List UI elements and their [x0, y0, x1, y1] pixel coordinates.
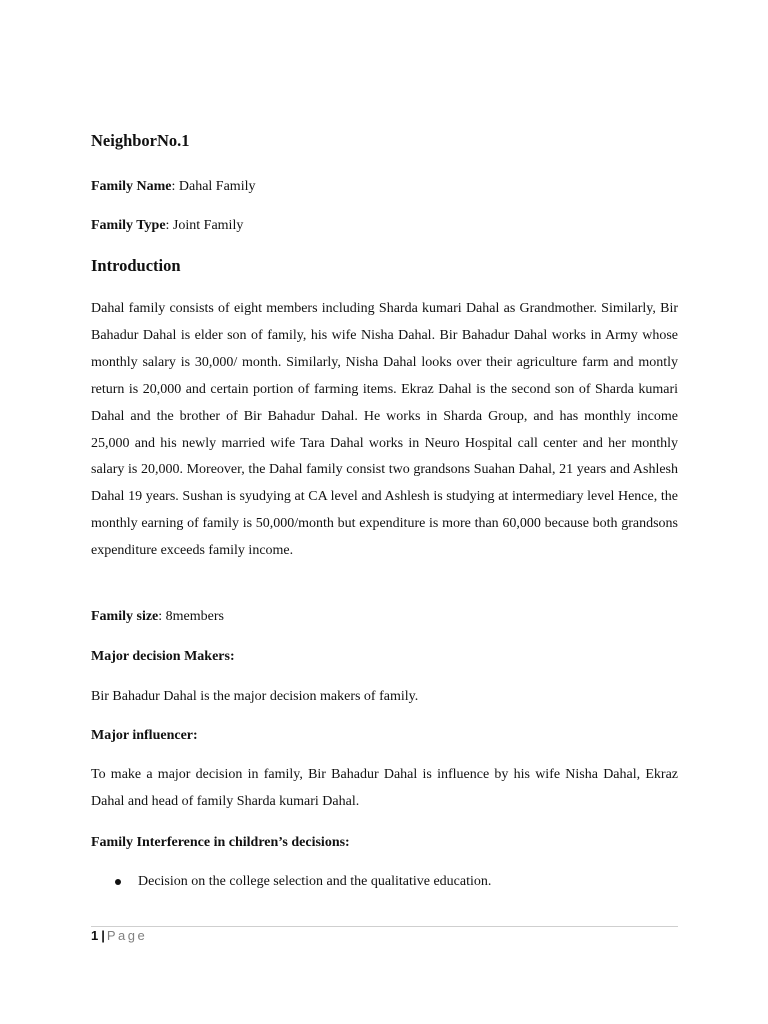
bullet-icon: [115, 879, 121, 885]
footer-separator: |: [101, 928, 105, 943]
family-name-line: [91, 178, 255, 196]
page-heading: NeighborNo.1: [91, 131, 190, 150]
family-size-line: [91, 608, 224, 626]
introduction-heading: Introduction: [91, 256, 181, 275]
page-label: Page: [106, 928, 148, 943]
list-item: [91, 872, 491, 892]
family-type-line: [91, 217, 243, 235]
decision-makers-heading: Major decision Makers:: [91, 649, 235, 664]
introduction-paragraph: Dahal family consists of eight members including Sharda kumari Dahal as Grandmother. Similarly, Bir Bahadur Dahal is elder son of family, his wife Nisha Dahal. Bir Bahadur Dahal works in Army whose monthly salary is 30,000/ month. Similarly, Nisha Dahal looks over their agriculture farm and montly return is 20,000 and certain portion of farming items. Ekraz Dahal is the second son of Sharda kumari Dahal and the brother of Bir Bahadur Dahal. He works in Sharda Group, and has monthly income 25,000 and his newly married wife Tara Dahal works in Neuro Hospital call center and her monthly salary is 20,000. Moreover, the Dahal family consist two grandsons Suahan Dahal, 21 years and Ashlesh Dahal 19 years. Sushan is syudying at CA level and Ashlesh is studying at intermediary level Hence, the monthly earning of family is 50,000/month but expenditure is more than 60,000 because both grandsons expenditure exceeds family income.: [91, 301, 678, 559]
interference-list: [91, 872, 491, 892]
page-footer: [91, 928, 147, 943]
influencer-heading: Major influencer:: [91, 728, 198, 743]
list-item-text: Decision on the college selection and the qualitative education.: [138, 874, 492, 889]
interference-heading: Family Interference in children’s decisions:: [91, 835, 350, 850]
decision-makers-text: Bir Bahadur Dahal is the major decision makers of family.: [91, 689, 419, 704]
family-size-label: Family size: [91, 609, 159, 624]
family-size-value: : 8members: [158, 609, 224, 624]
page-number: 1: [91, 928, 99, 943]
family-name-value: : Dahal Family: [171, 179, 256, 194]
influencer-paragraph: To make a major decision in family, Bir Bahadur Dahal is influence by his wife Nisha Dahal, Ekraz Dahal and head of family Sharda kumari Dahal.: [91, 767, 678, 809]
family-name-label: Family Name: [91, 179, 172, 194]
family-type-value: : Joint Family: [165, 218, 244, 233]
footer-divider: [91, 926, 678, 927]
family-type-label: Family Type: [91, 218, 166, 233]
